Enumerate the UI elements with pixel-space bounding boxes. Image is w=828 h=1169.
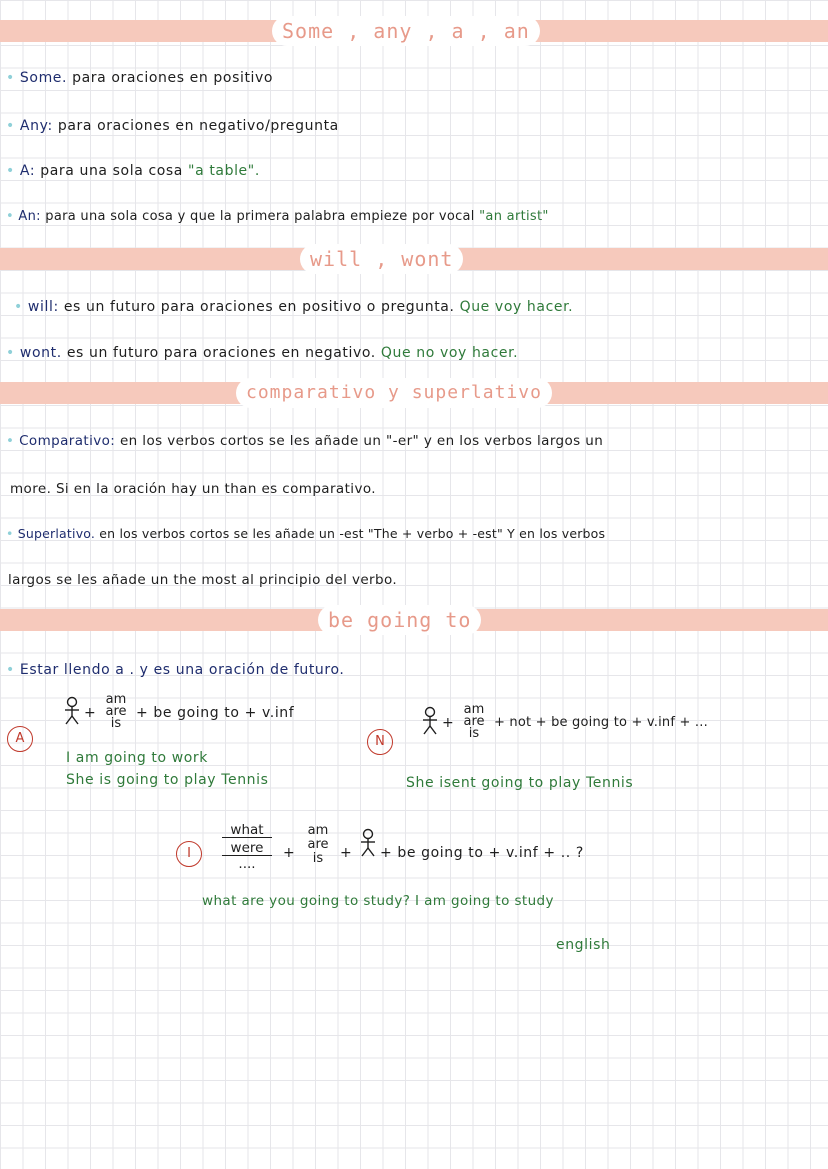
term: An: xyxy=(18,209,41,224)
note-line xyxy=(6,433,603,449)
term: wont. xyxy=(19,345,62,361)
form: is xyxy=(468,726,480,741)
example: I am going to work xyxy=(66,750,208,766)
term: Comparativo: xyxy=(19,433,116,449)
definition: en los verbos cortos se les añade un "-er" y en los verbos largos un xyxy=(119,433,604,449)
wh-word: were xyxy=(222,842,272,856)
plus: + xyxy=(283,845,296,861)
example: "an artist" xyxy=(479,209,549,224)
verb-forms xyxy=(298,824,338,866)
note-line xyxy=(6,118,339,134)
example: She isent going to play Tennis xyxy=(406,775,634,791)
form: are xyxy=(105,704,127,719)
bullet: • xyxy=(6,163,15,179)
plus: + xyxy=(84,705,97,721)
bullet: • xyxy=(6,526,14,541)
note-line xyxy=(6,163,260,179)
interrogative-mark: I xyxy=(176,841,202,867)
intro-text: . y es una oración de futuro. xyxy=(129,662,345,678)
meaning: Que no voy hacer. xyxy=(380,345,519,361)
verb-forms xyxy=(98,694,134,730)
bullet: • xyxy=(6,118,15,134)
note-line xyxy=(6,526,605,541)
section-heading: be going to xyxy=(318,605,481,635)
example: what are you going to study? I am going to study xyxy=(202,893,554,909)
form: are xyxy=(463,714,485,729)
definition: en los verbos cortos se les añade un -est "The + verbo + -est" Y en los verbos xyxy=(99,526,606,541)
plus: + xyxy=(442,715,455,731)
example: She is going to play Tennis xyxy=(66,772,269,788)
definition: para oraciones en negativo/pregunta xyxy=(57,118,339,134)
wh-words xyxy=(222,824,272,871)
formula: + be going to + v.inf xyxy=(136,705,295,721)
person-icon xyxy=(62,696,82,726)
meaning: Que voy hacer. xyxy=(459,299,574,315)
note-line xyxy=(6,662,344,678)
term: Superlativo. xyxy=(17,526,96,541)
note-line: more. Si en la oración hay un than es comparativo. xyxy=(10,481,376,497)
term: A: xyxy=(19,163,36,179)
term: Some. xyxy=(19,70,68,86)
person-icon xyxy=(420,706,440,736)
example: "a table". xyxy=(188,163,260,179)
section-heading: will , wont xyxy=(300,244,463,274)
person-icon xyxy=(358,828,378,858)
note-line xyxy=(6,345,518,361)
affirmative-mark: A xyxy=(7,726,33,752)
form: am xyxy=(307,823,329,838)
negative-mark: N xyxy=(367,729,393,755)
definition: para una sola cosa xyxy=(40,163,183,179)
wh-word: what xyxy=(222,824,272,838)
form: are xyxy=(307,837,329,852)
note-line xyxy=(14,299,573,315)
form: is xyxy=(110,716,122,731)
intro-term: Estar llendo a xyxy=(19,662,125,678)
note-line xyxy=(6,70,273,86)
wh-word: .... xyxy=(238,856,256,872)
bullet: • xyxy=(6,662,15,678)
definition: es un futuro para oraciones en negativo. xyxy=(66,345,376,361)
note-line: largos se les añade un the most al principio del verbo. xyxy=(8,572,398,588)
section-heading: Some , any , a , an xyxy=(272,16,540,46)
plus: + xyxy=(340,845,353,861)
note-line xyxy=(6,209,549,224)
form: am xyxy=(105,692,127,707)
definition: es un futuro para oraciones en positivo o pregunta. xyxy=(63,299,455,315)
section-heading: comparativo y superlativo xyxy=(236,378,552,408)
form: am xyxy=(463,702,485,717)
definition: para una sola cosa y que la primera palabra empieze por vocal xyxy=(45,209,475,224)
bullet: • xyxy=(6,70,15,86)
term: Any: xyxy=(19,118,53,134)
example: english xyxy=(556,937,611,953)
formula: + not + be going to + v.inf + ... xyxy=(494,715,708,730)
form: is xyxy=(312,851,324,866)
bullet: • xyxy=(6,209,14,224)
verb-forms xyxy=(456,704,492,740)
formula: + be going to + v.inf + .. ? xyxy=(380,845,584,861)
term: will: xyxy=(27,299,59,315)
bullet: • xyxy=(6,345,15,361)
bullet: • xyxy=(14,299,23,315)
definition: para oraciones en positivo xyxy=(72,70,274,86)
bullet: • xyxy=(6,433,15,449)
